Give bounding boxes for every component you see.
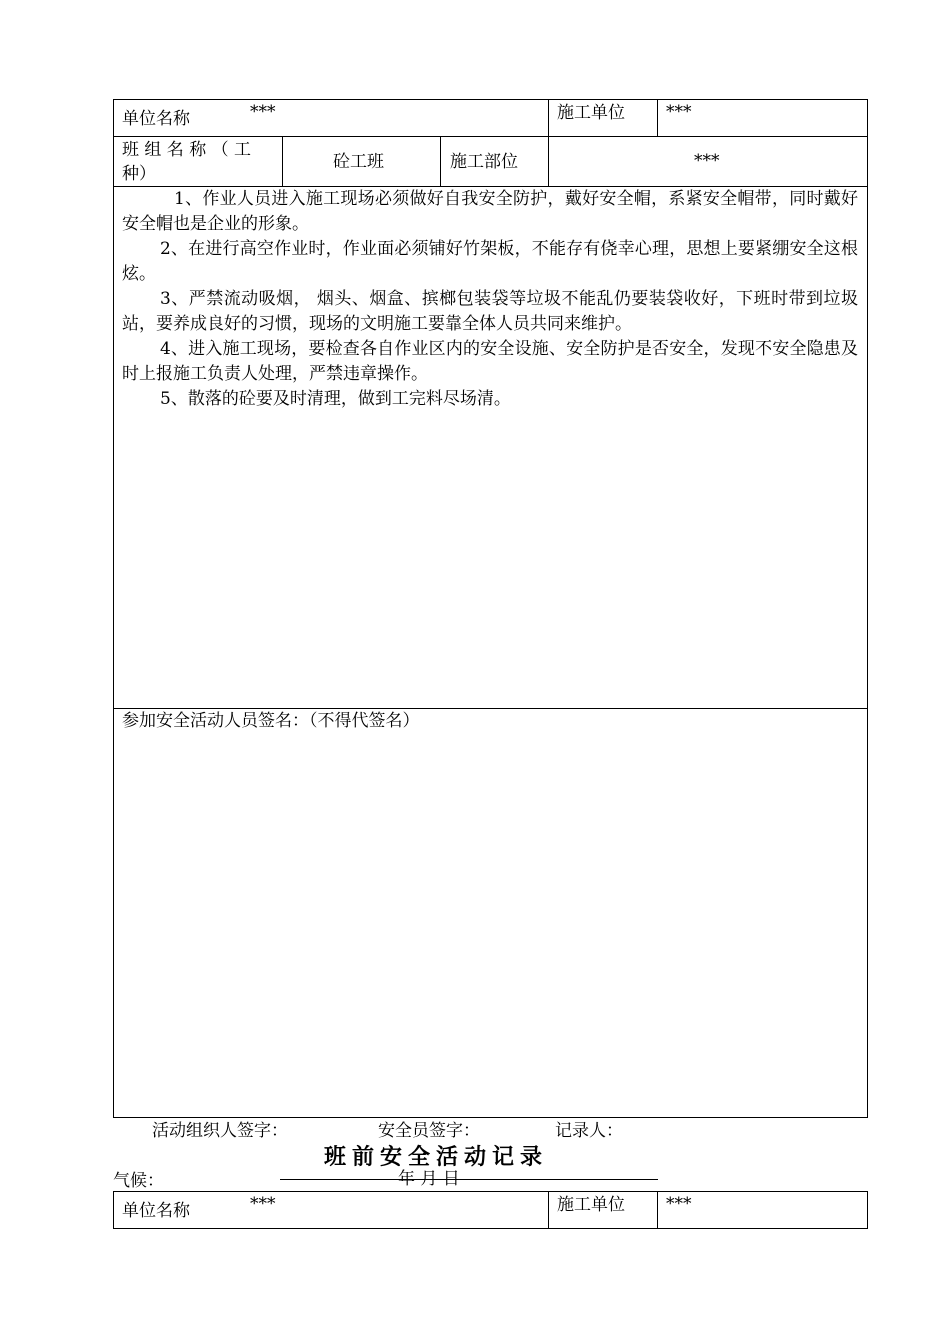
unit-name-label: 单位名称	[122, 109, 190, 129]
content-item-2: 2、在进行高空作业时，作业面必须铺好竹架板，不能存有侥幸心理，思想上要紧绷安全这根炫。	[122, 239, 858, 284]
organizer-signature-label: 活动组织人签字：	[152, 1121, 288, 1141]
safety-officer-signature-label: 安全员签字：	[378, 1121, 480, 1141]
col-divider-r2-c	[548, 136, 549, 186]
record-title: 班前安全活动记录	[324, 1144, 549, 1170]
col-divider-r1-a	[548, 99, 549, 136]
unit-name-label-2: 单位名称	[122, 1201, 190, 1221]
location-label: 施工部位	[450, 152, 518, 172]
row-divider-1	[113, 136, 868, 137]
construction-unit-label-2: 施工单位	[557, 1195, 625, 1215]
team-name-label-line1: 班 组 名 称 （ 工	[122, 140, 252, 160]
content-item-1: 1、作业人员进入施工现场必须做好自我安全防护，戴好安全帽，系紧安全帽带，同时戴好安全帽也是企业的形象。	[122, 189, 858, 234]
col-divider-t2-a	[548, 1191, 549, 1229]
location-value: ***	[694, 151, 720, 171]
team-name-value: 砼工班	[333, 152, 384, 172]
col-divider-r2-b	[440, 136, 441, 186]
construction-unit-value: ***	[666, 102, 692, 122]
unit-name-value: ***	[250, 102, 276, 122]
signature-label: 参加安全活动人员签名：（不得代签名）	[122, 711, 420, 731]
col-divider-r2-a	[282, 136, 283, 186]
construction-unit-value-2: ***	[666, 1194, 692, 1214]
content-item-5: 5、散落的砼要及时清理，做到工完料尽场清。	[160, 389, 511, 409]
unit-name-value-2: ***	[250, 1194, 276, 1214]
recorder-label: 记录人：	[555, 1121, 623, 1141]
title-underline	[280, 1179, 658, 1180]
content-item-3: 3、严禁流动吸烟， 烟头、烟盒、摈榔包装袋等垃圾不能乱仍要装袋收好，下班时带到垃圾站，要养成良好的习惯，现场的文明施工要靠全体人员共同来维护。	[122, 289, 858, 334]
row-divider-3	[113, 708, 868, 709]
date-label: 年 月 日	[398, 1169, 460, 1189]
content-item-4: 4、进入施工现场，要检查各自作业区内的安全设施、安全防护是否安全，发现不安全隐患及时上报施工负责人处理，严禁违章操作。	[122, 339, 858, 384]
weather-label: 气候：	[113, 1171, 164, 1191]
col-divider-t2-b	[657, 1191, 658, 1229]
record-table-2	[113, 1191, 868, 1229]
team-name-label-line2: 种）	[122, 164, 156, 184]
construction-unit-label: 施工单位	[557, 103, 625, 123]
col-divider-r1-b	[657, 99, 658, 136]
